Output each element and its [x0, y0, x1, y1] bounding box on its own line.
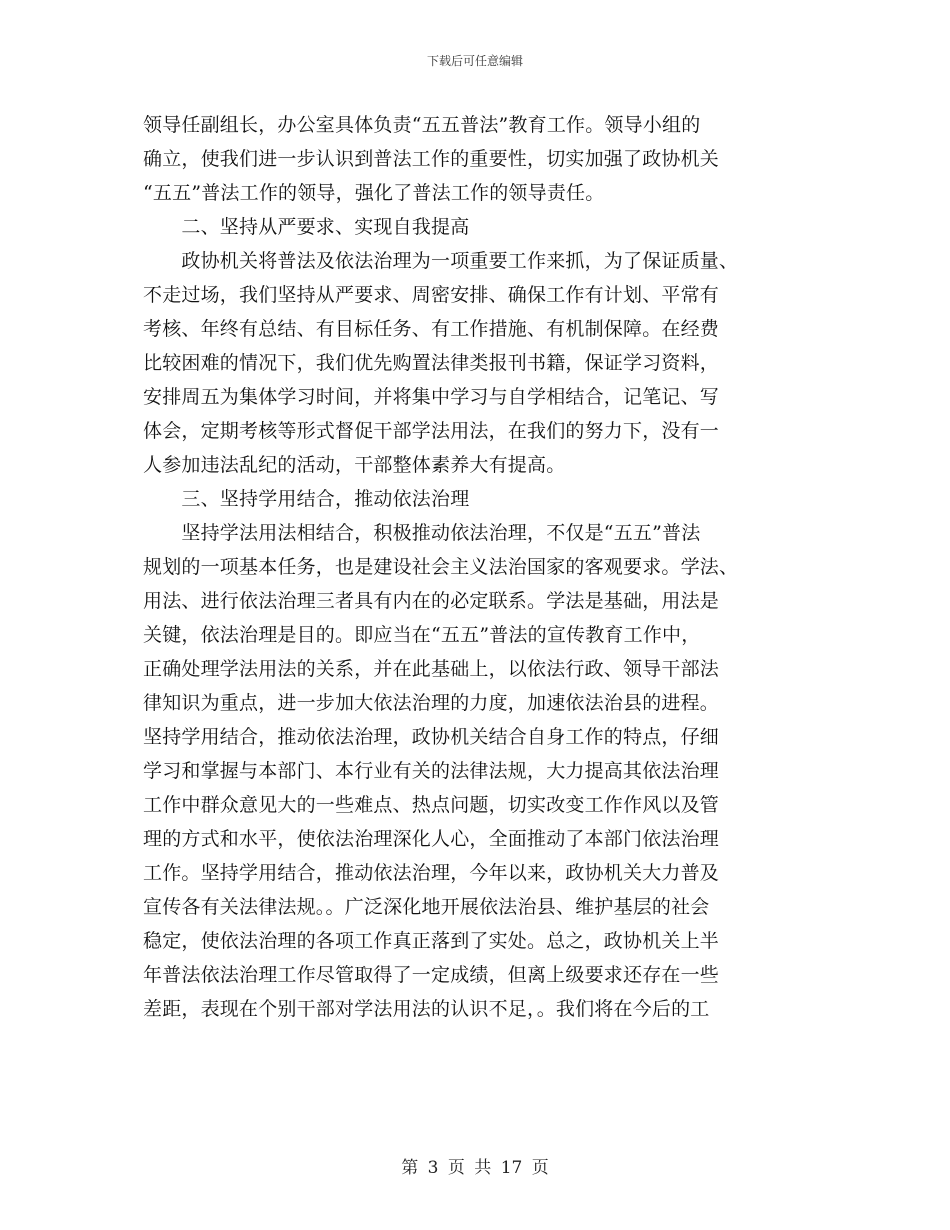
body-line-3: “五五”普法工作的领导，强化了普法工作的领导责任。 — [143, 182, 605, 204]
body-line-14: 规划的一项基本任务，也是建设社会主义法治国家的客观要求。学法、 — [143, 556, 739, 578]
body-line-27: 差距，表现在个别干部对学法用法的认识不足，。我们将在今后的工 — [143, 998, 710, 1020]
body-line-16: 关键，依法治理是目的。即应当在“五五”普法的宣传教育工作中， — [143, 624, 701, 646]
body-line-13: 坚持学法用法相结合，积极推动依法治理，不仅是“五五”普法 — [143, 522, 701, 544]
body-line-22: 理的方式和水平，使依法治理深化人心，全面推动了本部门依法治理 — [143, 828, 720, 850]
body-line-23: 工作。坚持学用结合，推动依法治理，今年以来，政协机关大力普及 — [143, 862, 720, 884]
body-line-8: 比较困难的情况下，我们优先购置法律类报刊书籍，保证学习资料， — [143, 352, 720, 374]
section-heading-2: 二、坚持从严要求、实现自我提高 — [143, 216, 470, 238]
body-line-20: 学习和掌握与本部门、本行业有关的法律法规，大力提高其依法治理 — [143, 760, 720, 782]
body-line-11: 人参加违法乱纪的活动，干部整体素养大有提高。 — [143, 454, 566, 476]
body-line-17: 正确处理学法用法的关系，并在此基础上，以依法行政、领导干部法 — [143, 658, 720, 680]
body-line-18: 律知识为重点，进一步加大依法治理的力度，加速依法治县的进程。 — [143, 692, 720, 714]
body-line-24: 宣传各有关法律法规。。广泛深化地开展依法治县、维护基层的社会 — [143, 896, 710, 918]
page-number-footer: 第 3 页 共 17 页 — [401, 1158, 549, 1178]
body-line-26: 年普法依法治理工作尽管取得了一定成绩，但离上级要求还存在一些 — [143, 964, 720, 986]
body-line-1: 领导任副组长，办公室具体负责“五五普法”教育工作。领导小组的 — [143, 114, 701, 136]
body-line-19: 坚持学用结合，推动依法治理，政协机关结合自身工作的特点，仔细 — [143, 726, 720, 748]
body-line-5: 政协机关将普法及依法治理为一项重要工作来抓，为了保证质量、 — [143, 250, 739, 272]
body-line-6: 不走过场，我们坚持从严要求、周密安排、确保工作有计划、平常有 — [143, 284, 720, 306]
body-line-9: 安排周五为集体学习时间，并将集中学习与自学相结合，记笔记、写 — [143, 386, 720, 408]
section-heading-3: 三、坚持学用结合，推动依法治理 — [143, 488, 470, 510]
body-line-25: 稳定，使依法治理的各项工作真正落到了实处。总之，政协机关上半 — [143, 930, 720, 952]
body-line-10: 体会，定期考核等形式督促干部学法用法，在我们的努力下，没有一 — [143, 420, 720, 442]
body-line-2: 确立，使我们进一步认识到普法工作的重要性，切实加强了政协机关 — [143, 148, 720, 170]
page-header-note: 下载后可任意编辑 — [426, 54, 523, 68]
body-line-7: 考核、年终有总结、有目标任务、有工作措施、有机制保障。在经费 — [143, 318, 720, 340]
body-line-15: 用法、进行依法治理三者具有内在的必定联系。学法是基础，用法是 — [143, 590, 720, 612]
body-line-21: 工作中群众意见大的一些难点、热点问题，切实改变工作作风以及管 — [143, 794, 720, 816]
document-body — [143, 108, 803, 1026]
